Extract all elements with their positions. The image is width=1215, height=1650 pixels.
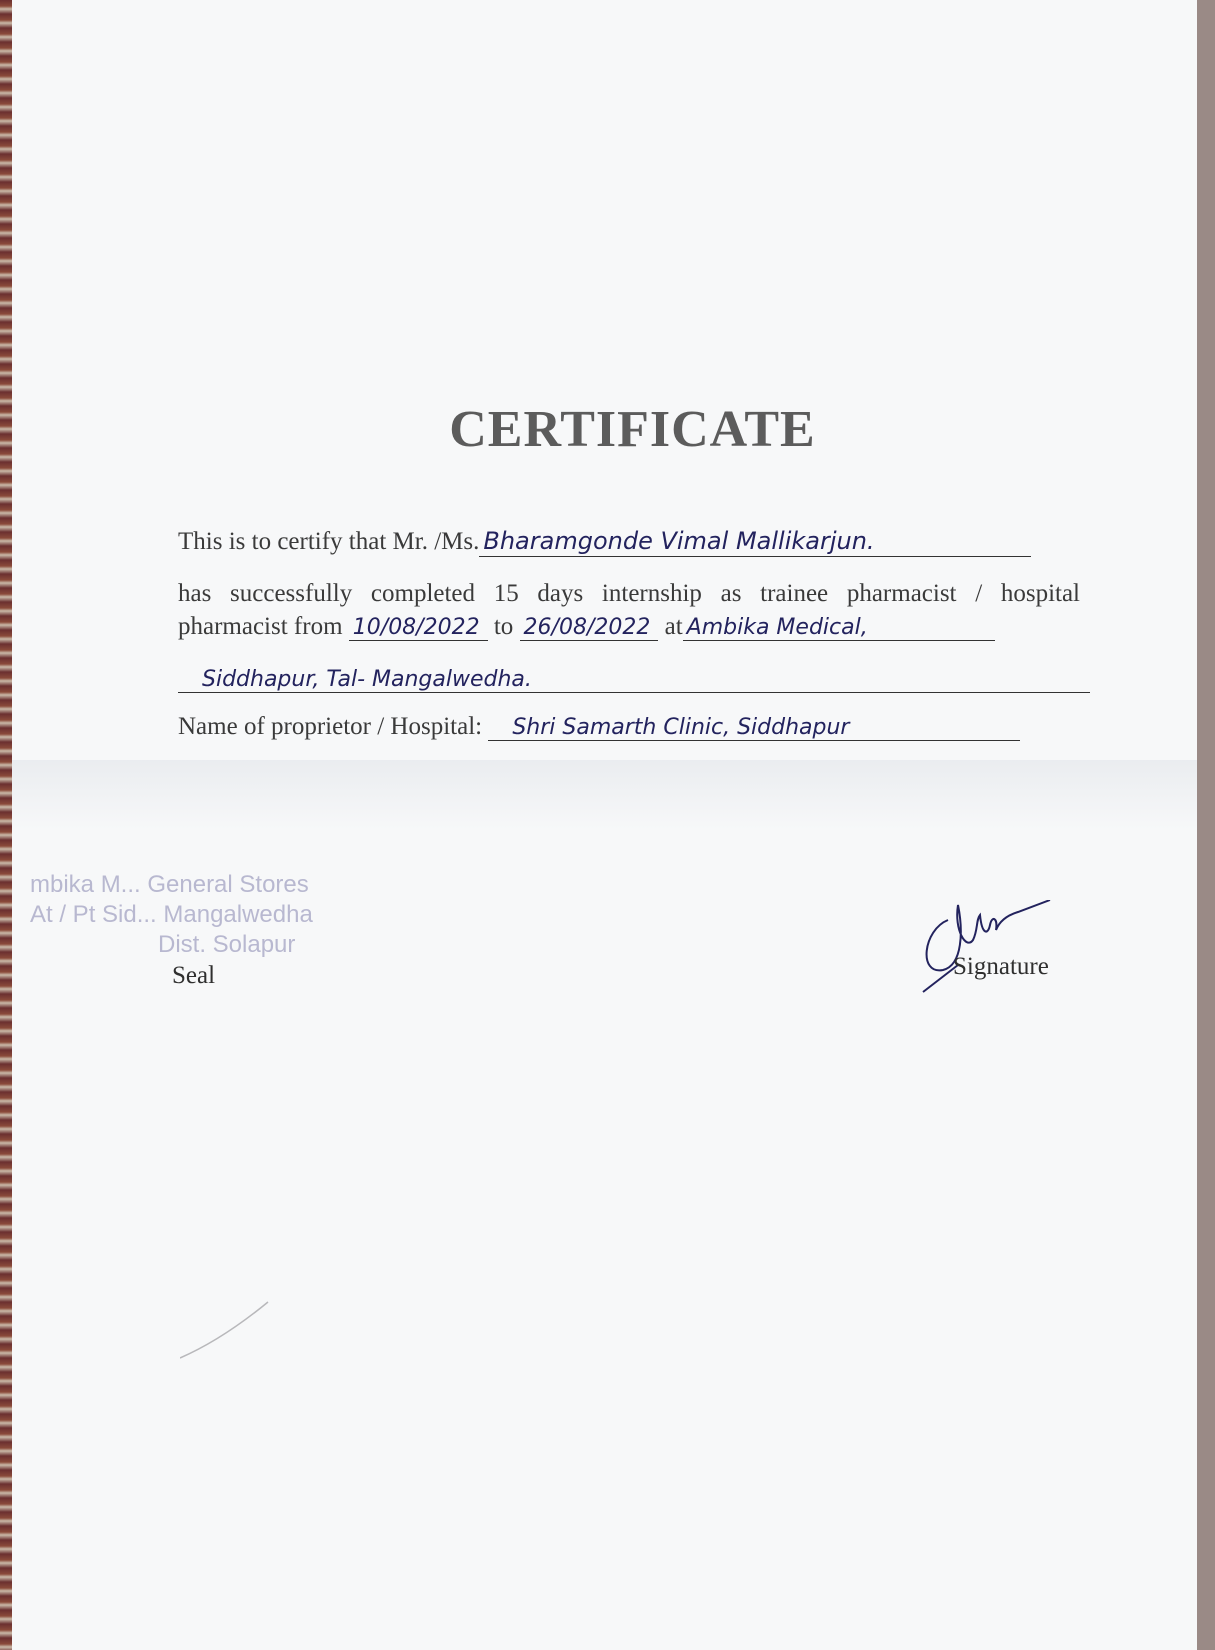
location-part1: Ambika Medical,: [683, 615, 995, 641]
location-line: [178, 665, 1090, 693]
certificate-title: CERTIFICATE: [449, 401, 816, 458]
proprietor-value: Shri Samarth Clinic, Siddhapur: [488, 715, 1020, 741]
dates-prefix: pharmacist from: [178, 613, 343, 640]
paper-scratch-mark: [180, 1300, 270, 1360]
stamp-line-2: At / Pt Sid... Mangalwedha: [30, 901, 313, 928]
certify-line: [178, 528, 1031, 557]
recipient-name: Bharamgonde Vimal Mallikarjun.: [479, 528, 1031, 557]
internship-line: has successfully completed 15 days internship as trainee pharmacist / hospital: [178, 580, 1080, 607]
location-part2: Siddhapur, Tal- Mangalwedha.: [178, 667, 1090, 693]
proprietor-label: Name of proprietor / Hospital:: [178, 713, 483, 740]
to-date: 26/08/2022: [520, 615, 659, 641]
to-label: to: [493, 613, 514, 640]
at-label: at: [664, 613, 683, 640]
stamp-line-3: Dist. Solapur: [158, 931, 296, 958]
signature-label: Signature: [953, 953, 1049, 980]
shop-stamp: [30, 870, 450, 960]
stamp-line-1: mbika M... General Stores: [30, 871, 309, 898]
certify-prefix: This is to certify that Mr. /Ms.: [178, 528, 480, 555]
dates-line: [178, 613, 995, 641]
certificate-paper: [12, 0, 1197, 1650]
proprietor-line: [178, 713, 1020, 741]
from-date: 10/08/2022: [349, 615, 488, 641]
seal-label: Seal: [172, 962, 216, 989]
